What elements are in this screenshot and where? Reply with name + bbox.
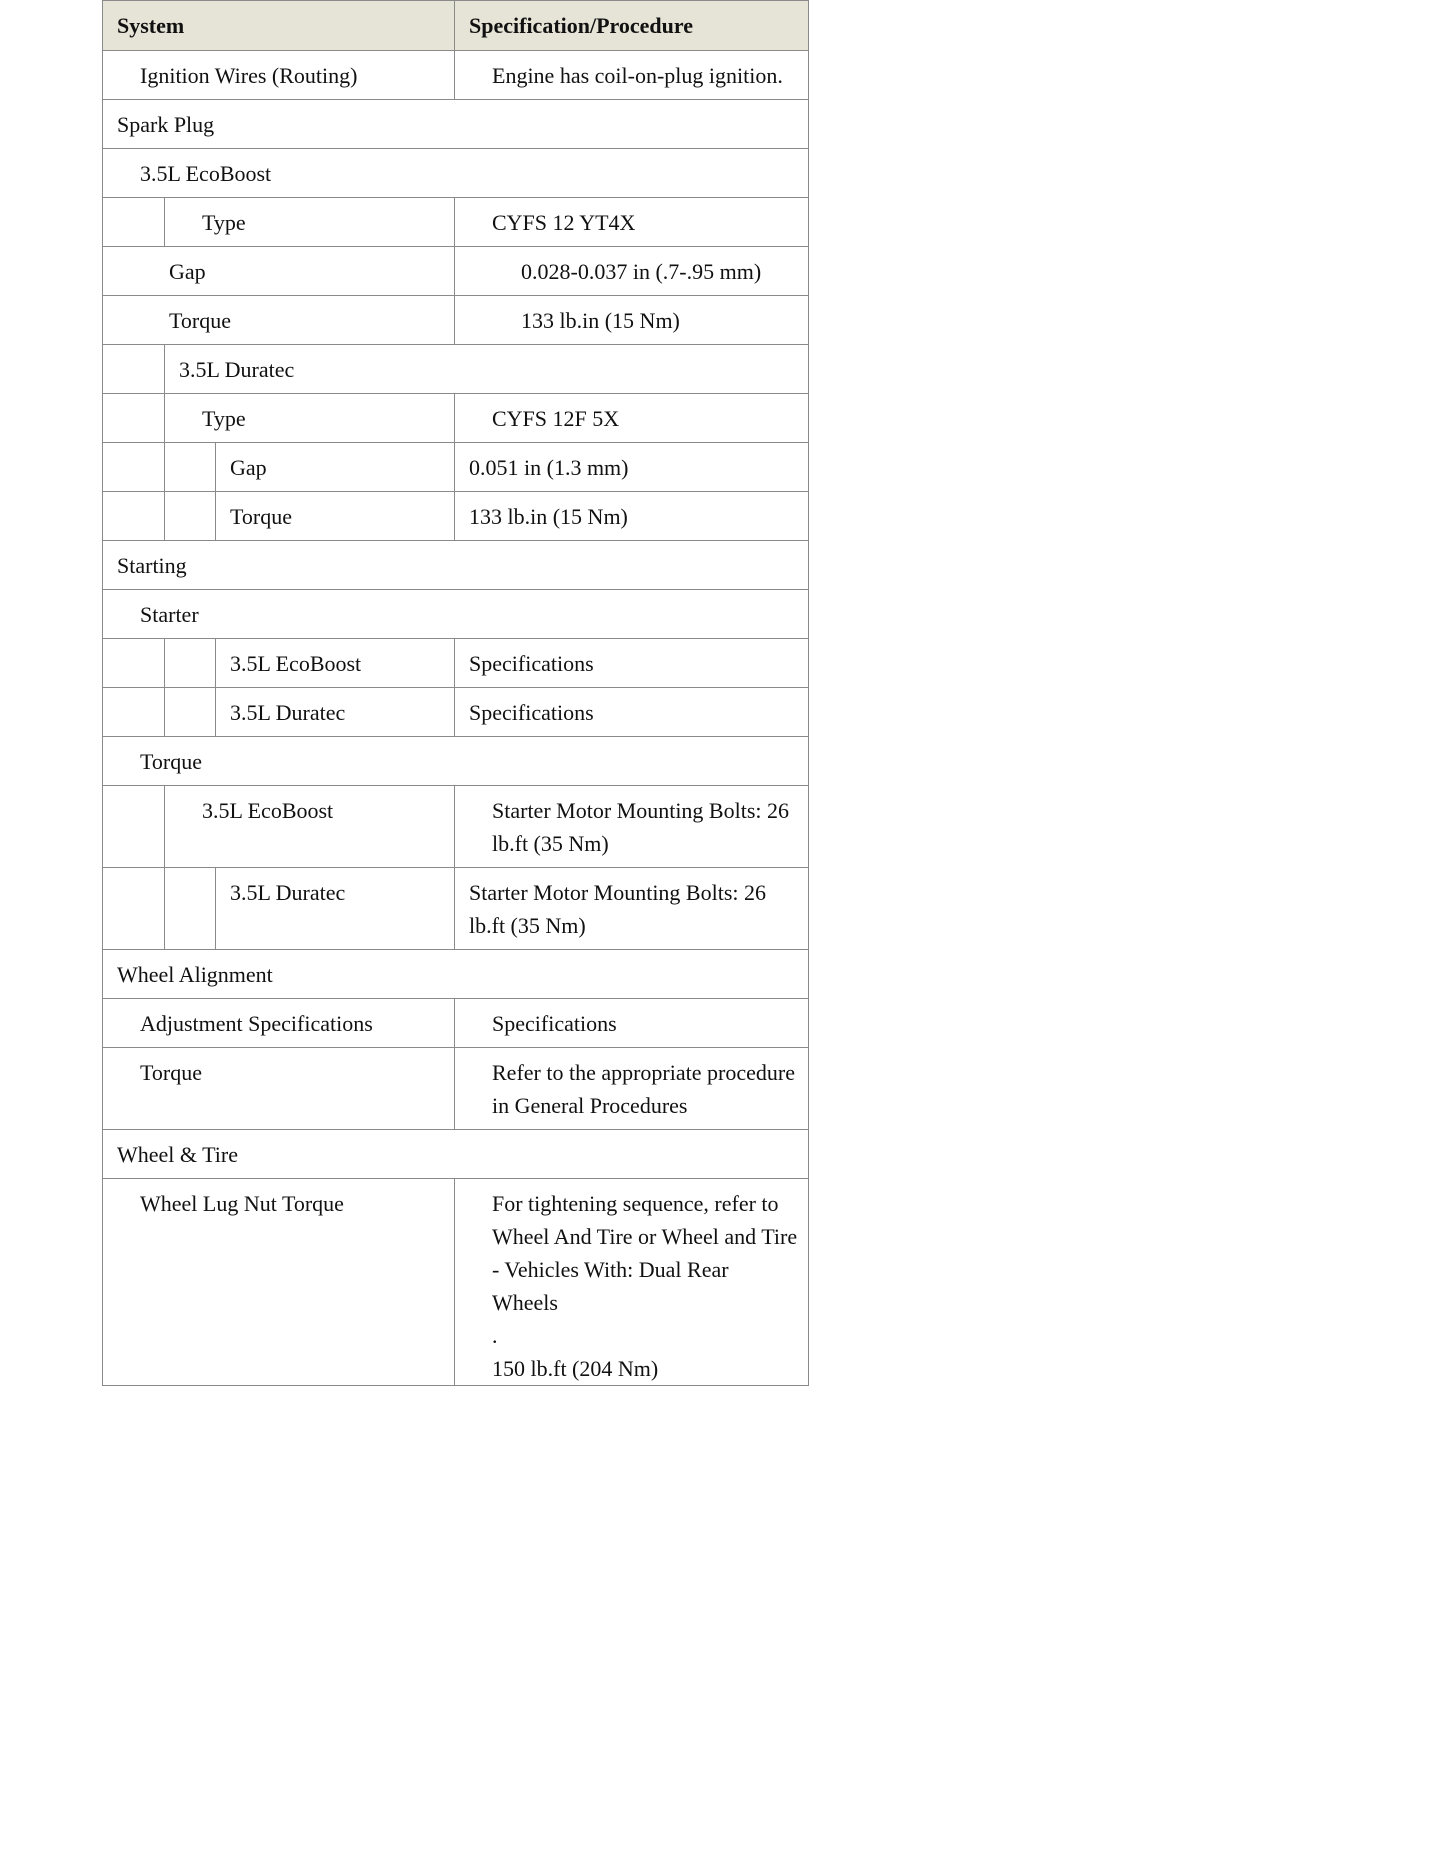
section-row — [103, 950, 809, 999]
subsection-row — [103, 345, 809, 394]
table-row — [103, 1048, 809, 1130]
row-value: Starter Motor Mounting Bolts: 26 lb.ft (35 Nm) — [469, 880, 766, 938]
subsection-row — [103, 149, 809, 198]
subsection-title: Starter — [140, 602, 199, 627]
row-label: Ignition Wires (Routing) — [140, 63, 358, 88]
subsection-title: 3.5L Duratec — [179, 357, 295, 382]
row-label: Wheel Lug Nut Torque — [140, 1191, 344, 1216]
row-label: 3.5L EcoBoost — [230, 651, 362, 676]
subsection-title: Torque — [140, 749, 202, 774]
table-row — [103, 296, 809, 345]
row-label: Type — [202, 210, 246, 235]
header-spec: Specification/Procedure — [455, 1, 809, 51]
header-system: System — [103, 1, 455, 51]
section-title: Wheel & Tire — [117, 1142, 238, 1167]
subsection-title: 3.5L EcoBoost — [140, 161, 272, 186]
procedure-reference: For tightening sequence, refer to Wheel And Tire or Wheel and Tire - Vehicles With: Dual Rear Wheels — [492, 1191, 798, 1315]
row-value: Engine has coil-on-plug ignition. — [492, 63, 783, 88]
row-label: Torque — [169, 308, 231, 333]
row-label: Gap — [230, 455, 267, 480]
table-row — [103, 247, 809, 296]
table-row — [103, 394, 809, 443]
table-header-row — [103, 1, 809, 51]
row-value: Specifications — [492, 1011, 617, 1036]
row-value: CYFS 12 YT4X — [492, 210, 636, 235]
row-value: Specifications — [469, 651, 594, 676]
row-label: Adjustment Specifications — [140, 1011, 373, 1036]
table-row — [103, 639, 809, 688]
subsection-row — [103, 737, 809, 786]
table-row — [103, 51, 809, 100]
row-value: Refer to the appropriate procedure in General Procedures — [492, 1060, 795, 1118]
row-label: Torque — [140, 1060, 202, 1085]
specification-table — [102, 0, 809, 1386]
row-label: 3.5L EcoBoost — [202, 798, 334, 823]
row-label: 3.5L Duratec — [230, 700, 346, 725]
torque-value: 150 lb.ft (204 Nm) — [492, 1356, 659, 1381]
row-label: Torque — [230, 504, 292, 529]
row-value: 0.028-0.037 in (.7-.95 mm) — [521, 259, 762, 284]
table-row — [103, 1179, 809, 1386]
subsection-row — [103, 590, 809, 639]
table-row — [103, 198, 809, 247]
row-value: Starter Motor Mounting Bolts: 26 lb.ft (35 Nm) — [492, 798, 789, 856]
table-row — [103, 786, 809, 868]
table-row — [103, 999, 809, 1048]
procedure-punctuation: . — [492, 1323, 498, 1348]
table-row — [103, 443, 809, 492]
row-label: 3.5L Duratec — [230, 880, 346, 905]
row-value: 133 lb.in (15 Nm) — [469, 504, 628, 529]
table-row — [103, 688, 809, 737]
row-value: CYFS 12F 5X — [492, 406, 620, 431]
table-row — [103, 492, 809, 541]
table-row — [103, 868, 809, 950]
section-title: Starting — [117, 553, 187, 578]
section-row — [103, 100, 809, 149]
section-title: Wheel Alignment — [117, 962, 273, 987]
section-row — [103, 1130, 809, 1179]
section-row — [103, 541, 809, 590]
row-label: Type — [202, 406, 246, 431]
row-value: 133 lb.in (15 Nm) — [521, 308, 680, 333]
section-title: Spark Plug — [117, 112, 215, 137]
row-value: 0.051 in (1.3 mm) — [469, 455, 629, 480]
row-label: Gap — [169, 259, 206, 284]
row-value: Specifications — [469, 700, 594, 725]
